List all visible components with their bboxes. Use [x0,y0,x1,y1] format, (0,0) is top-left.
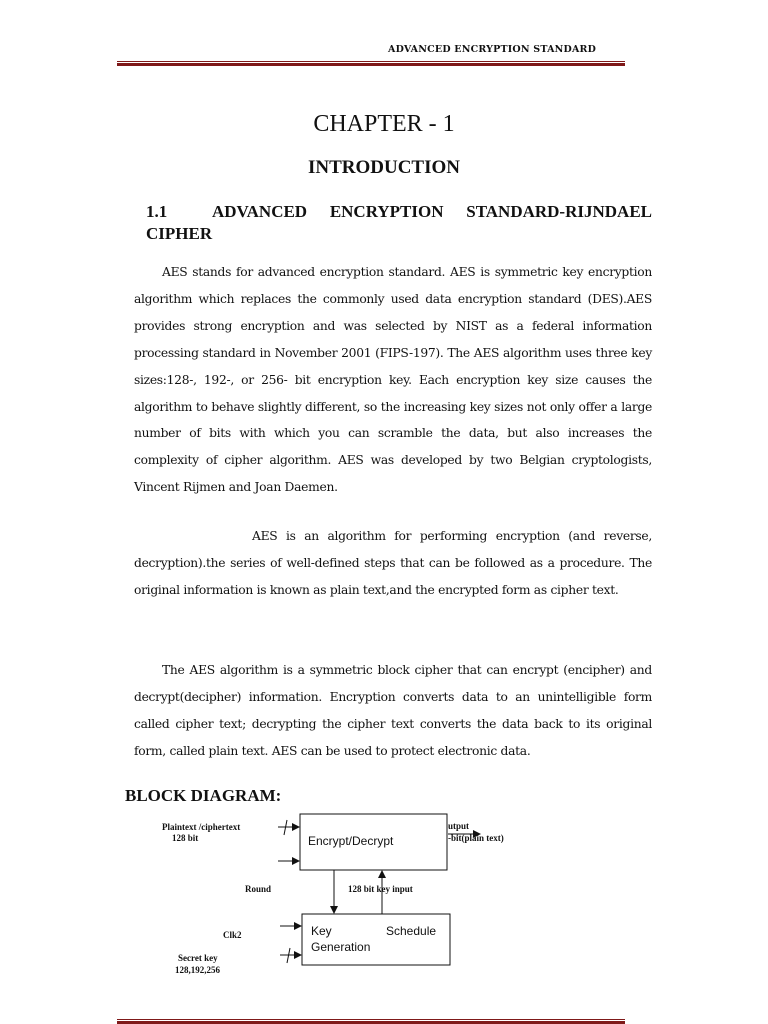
block-diagram [150,808,570,983]
secret-key-label-2: 128,192,256 [175,965,220,975]
paragraph-1: AES stands for advanced encryption standard. AES is symmetric key encryption algorithm which replaces the commonly used data encryption standard (DES).AES provides strong encryption and was selected by NIST as a federal information processing standard in November 2001 (FIPS-197). The AES algorithm uses three key sizes:128-, 192-, or 256- bit encryption key. Each encryption key size causes the algorithm to behave slightly different, so the increasing key sizes not only offer a large number of bits with which you can scramble the data, but also increases the complexity of cipher algorithm. AES was developed by two Belgian cryptologists, Vincent Rijmen and Joan Daemen. [134,265,652,495]
key-input-label: 128 bit key input [348,884,413,894]
header-rule-thick [117,63,625,66]
output-label-2: -bit(plain text) [448,833,504,843]
input-label-1: Plaintext /ciphertext [162,822,241,832]
input-label-2: 128 bit [172,833,199,843]
header-rule-thin [117,61,625,62]
section-number: 1.1 [146,202,168,221]
key-generation-label: Generation [311,940,371,954]
output-label-1: utput [448,821,470,831]
key-schedule-label-right: Schedule [386,924,437,938]
block-diagram-heading: BLOCK DIAGRAM: [125,786,282,805]
paragraph-3: The AES algorithm is a symmetric block cipher that can encrypt (encipher) and decrypt(decipher) information. Encryption converts data to an unintelligible form called cipher text; decrypting the cipher text converts the data back to its original form, called plain text. AES can be used to protect electronic data. [134,663,652,758]
secret-key-label-1: Secret key [178,953,218,963]
running-header: ADVANCED ENCRYPTION STANDARD [388,44,597,55]
clk-label: Clk2 [223,930,242,940]
section-title: ADVANCED ENCRYPTION STANDARD-RIJNDAEL CIPHER [146,202,652,243]
paragraph-2: AES is an algorithm for performing encryption (and reverse, decryption).the series of well-defined steps that can be followed as a procedure. The original information is known as plain text,and the encrypted form as cipher text. [134,529,652,597]
chapter-title: CHAPTER - 1 [313,111,455,137]
chapter-subtitle: INTRODUCTION [307,157,461,178]
round-label: Round [245,884,272,894]
key-schedule-label-left: Key [311,924,332,938]
footer-rule-thin [117,1019,625,1020]
encrypt-decrypt-label: Encrypt/Decrypt [308,834,394,848]
section-heading [146,201,652,245]
